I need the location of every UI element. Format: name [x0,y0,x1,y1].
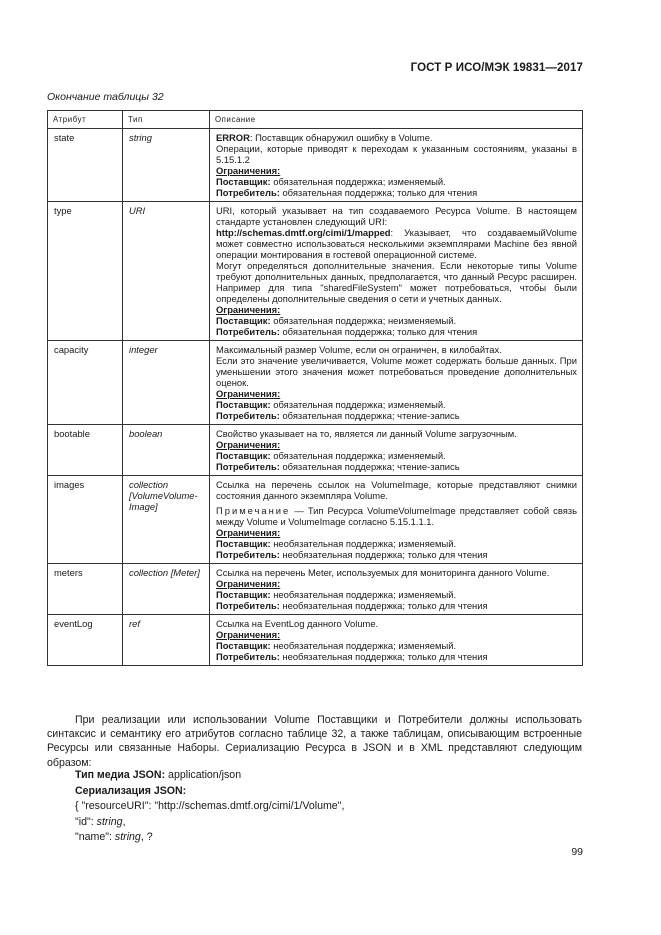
consumer-constraint-value: обязательная поддержка; чтение-запись [282,461,460,472]
description-fragment: Операции, которые приводят к переходам к указанным состояниям, указаны в 5.15.1.2 [216,143,577,165]
standard-header: ГОСТ Р ИСО/МЭК 19831—2017 [410,62,583,74]
provider-constraint-label: Поставщик: [216,450,271,461]
attribute-name: state [48,129,123,202]
provider-constraint-value: необязательная поддержка; изменяемый. [273,538,457,549]
serialization-label: Сериализация JSON: [75,784,187,797]
provider-constraint [216,176,577,187]
attribute-type: string [123,129,210,202]
description-fragment: ERROR [216,132,250,143]
attribute-description [210,564,583,615]
column-header: Описание [210,111,583,129]
provider-constraint [216,538,577,549]
table-caption: Окончание таблицы 32 [47,91,164,103]
consumer-constraint-label: Потребитель: [216,326,280,337]
constraints-heading: Ограничения: [216,304,281,315]
table-row [48,615,583,666]
table-header-row [48,111,583,129]
description-fragment: — Тип Ресурса VolumeVolumeImage представляет собой связь между Volume и VolumeImage согласно 5.15.1.1.1. [216,505,577,527]
constraints-heading: Ограничения: [216,578,281,589]
consumer-constraint-value: необязательная поддержка; только для чтения [282,600,488,611]
code-value: string [96,815,123,828]
provider-constraint-label: Поставщик: [216,538,271,549]
table-row [48,476,583,564]
attribute-type: integer [123,341,210,425]
attribute-name: images [48,476,123,564]
consumer-constraint [216,651,577,662]
table-body [48,129,583,666]
consumer-constraint-value: необязательная поддержка; только для чтения [282,549,488,560]
consumer-constraint-label: Потребитель: [216,549,280,560]
code-line [75,830,344,846]
consumer-constraint-label: Потребитель: [216,461,280,472]
provider-constraint-label: Поставщик: [216,640,271,651]
consumer-constraint-value: обязательная поддержка; только для чтения [282,326,478,337]
description-fragment: Максимальный размер Volume, если он ограничен, в килобайтах. [216,344,502,355]
description-fragment: : Указывает, что создаваемыйVolume может совместно использоваться несколькими экземплярами Machine без явной операции монтирования в гостевой операционной системе. [216,227,577,260]
provider-constraint-value: обязательная поддержка; изменяемый. [273,399,446,410]
attribute-description [210,341,583,425]
attribute-type: URI [123,202,210,341]
code-line [75,815,344,831]
constraints-heading: Ограничения: [216,165,281,176]
attribute-name: type [48,202,123,341]
description-text [216,479,577,527]
serialization-line [75,784,344,800]
description-fragment: Если это значение увеличивается, Volume может содержать больше данных. При уменьшении этого значения может потребоваться проведение дополнительных оценок. [216,355,577,388]
consumer-constraint-value: необязательная поддержка; только для чтения [282,651,488,662]
code-punct: , [122,815,126,828]
attribute-description [210,476,583,564]
provider-constraint [216,640,577,651]
code-punct: , ? [140,831,153,843]
code-key: "id": [75,815,97,828]
description-text [216,618,577,629]
provider-constraint-value: обязательная поддержка; изменяемый. [273,450,446,461]
provider-constraint-value: обязательная поддержка; изменяемый. [273,176,446,187]
consumer-constraint [216,410,577,421]
description-fragment: Ссылка на перечень Meter, используемых для мониторинга данного Volume. [216,567,550,578]
attribute-name: bootable [48,425,123,476]
media-type-value: application/json [165,769,242,781]
provider-constraint [216,450,577,461]
paragraph-text: При реализации или использовании Volume Поставщики и Потребители должны использовать синтаксис и семантику его атрибутов согласно таблице 32, а также таблицам, описывающим встроенные Ресурсы или связанные Наборы. Сериализацию Ресурса в JSON и в XML представляют следующим образом: [47,714,582,769]
description-fragment: URI, который указывает на тип создаваемого Ресурса Volume. В настоящем стандарте установлен следующий URI: [216,205,577,227]
provider-constraint [216,315,577,326]
consumer-constraint-label: Потребитель: [216,600,280,611]
media-type-label: Тип медиа JSON: [75,769,166,781]
consumer-constraint [216,326,577,337]
provider-constraint [216,589,577,600]
consumer-constraint [216,600,577,611]
description-fragment: Свойство указывает на то, является ли данный Volume загрузочным. [216,428,517,439]
consumer-constraint-label: Потребитель: [216,651,280,662]
provider-constraint-value: необязательная поддержка; изменяемый. [273,589,457,600]
consumer-constraint-label: Потребитель: [216,410,280,421]
attribute-description [210,202,583,341]
attribute-type: ref [123,615,210,666]
description-text [216,344,577,388]
attribute-description [210,615,583,666]
attributes-table [47,110,583,666]
consumer-constraint-label: Потребитель: [216,187,280,198]
description-fragment: Ссылка на EventLog данного Volume. [216,618,379,629]
provider-constraint-value: необязательная поддержка; изменяемый. [273,640,457,651]
description-text [216,428,577,439]
constraints-heading: Ограничения: [216,388,281,399]
attribute-name: capacity [48,341,123,425]
column-header: Атрибут [48,111,123,129]
attribute-description [210,129,583,202]
attribute-type: collection [VolumeVolumeImage] [123,476,210,564]
media-type-line [75,768,344,784]
consumer-constraint [216,461,577,472]
table-row [48,341,583,425]
provider-constraint-value: обязательная поддержка; неизменяемый. [273,315,457,326]
description-fragment: Могут определяться дополнительные значения. Если некоторые типы Volume требуют дополнительных данных, предполагается, что данный Ресурс расширен. Например для типа "sharedFileSystem" может потребоваться, чтобы были определены дополнительные сведения о сети и учетных данных. [216,260,577,304]
constraints-heading: Ограничения: [216,439,281,450]
note-label: Примечание [216,505,291,516]
attribute-description [210,425,583,476]
attribute-name: eventLog [48,615,123,666]
consumer-constraint-value: обязательная поддержка; чтение-запись [282,410,460,421]
description-fragment: : Поставщик обнаружил ошибку в Volume. [249,132,433,143]
provider-constraint-label: Поставщик: [216,589,271,600]
provider-constraint-label: Поставщик: [216,176,271,187]
table-row [48,425,583,476]
constraints-heading: Ограничения: [216,527,281,538]
consumer-constraint [216,187,577,198]
description-text [216,132,577,165]
table-row [48,564,583,615]
attribute-type: collection [Meter] [123,564,210,615]
consumer-constraint [216,549,577,560]
code-key: "name": [75,831,115,843]
provider-constraint-label: Поставщик: [216,315,271,326]
code-line: { "resourceURI": "http://schemas.dmtf.org/cimi/1/Volume", [75,800,345,812]
table-row [48,202,583,341]
page-number: 99 [571,846,583,858]
constraints-heading: Ограничения: [216,629,281,640]
description-fragment: Ссылка на перечень ссылок на VolumeImage, которые представляют снимки состояния данного экземпляра Volume. [216,479,577,501]
consumer-constraint-value: обязательная поддержка; только для чтения [282,187,478,198]
provider-constraint-label: Поставщик: [216,399,271,410]
column-header: Тип [123,111,210,129]
description-text [216,567,577,578]
code-value: string [114,831,141,843]
attribute-name: meters [48,564,123,615]
json-serialization [75,768,344,846]
description-fragment: http://schemas.dmtf.org/cimi/1/mapped [216,227,391,238]
body-paragraph [47,713,582,770]
description-text [216,205,577,304]
table-row [48,129,583,202]
attribute-type: boolean [123,425,210,476]
provider-constraint [216,399,577,410]
